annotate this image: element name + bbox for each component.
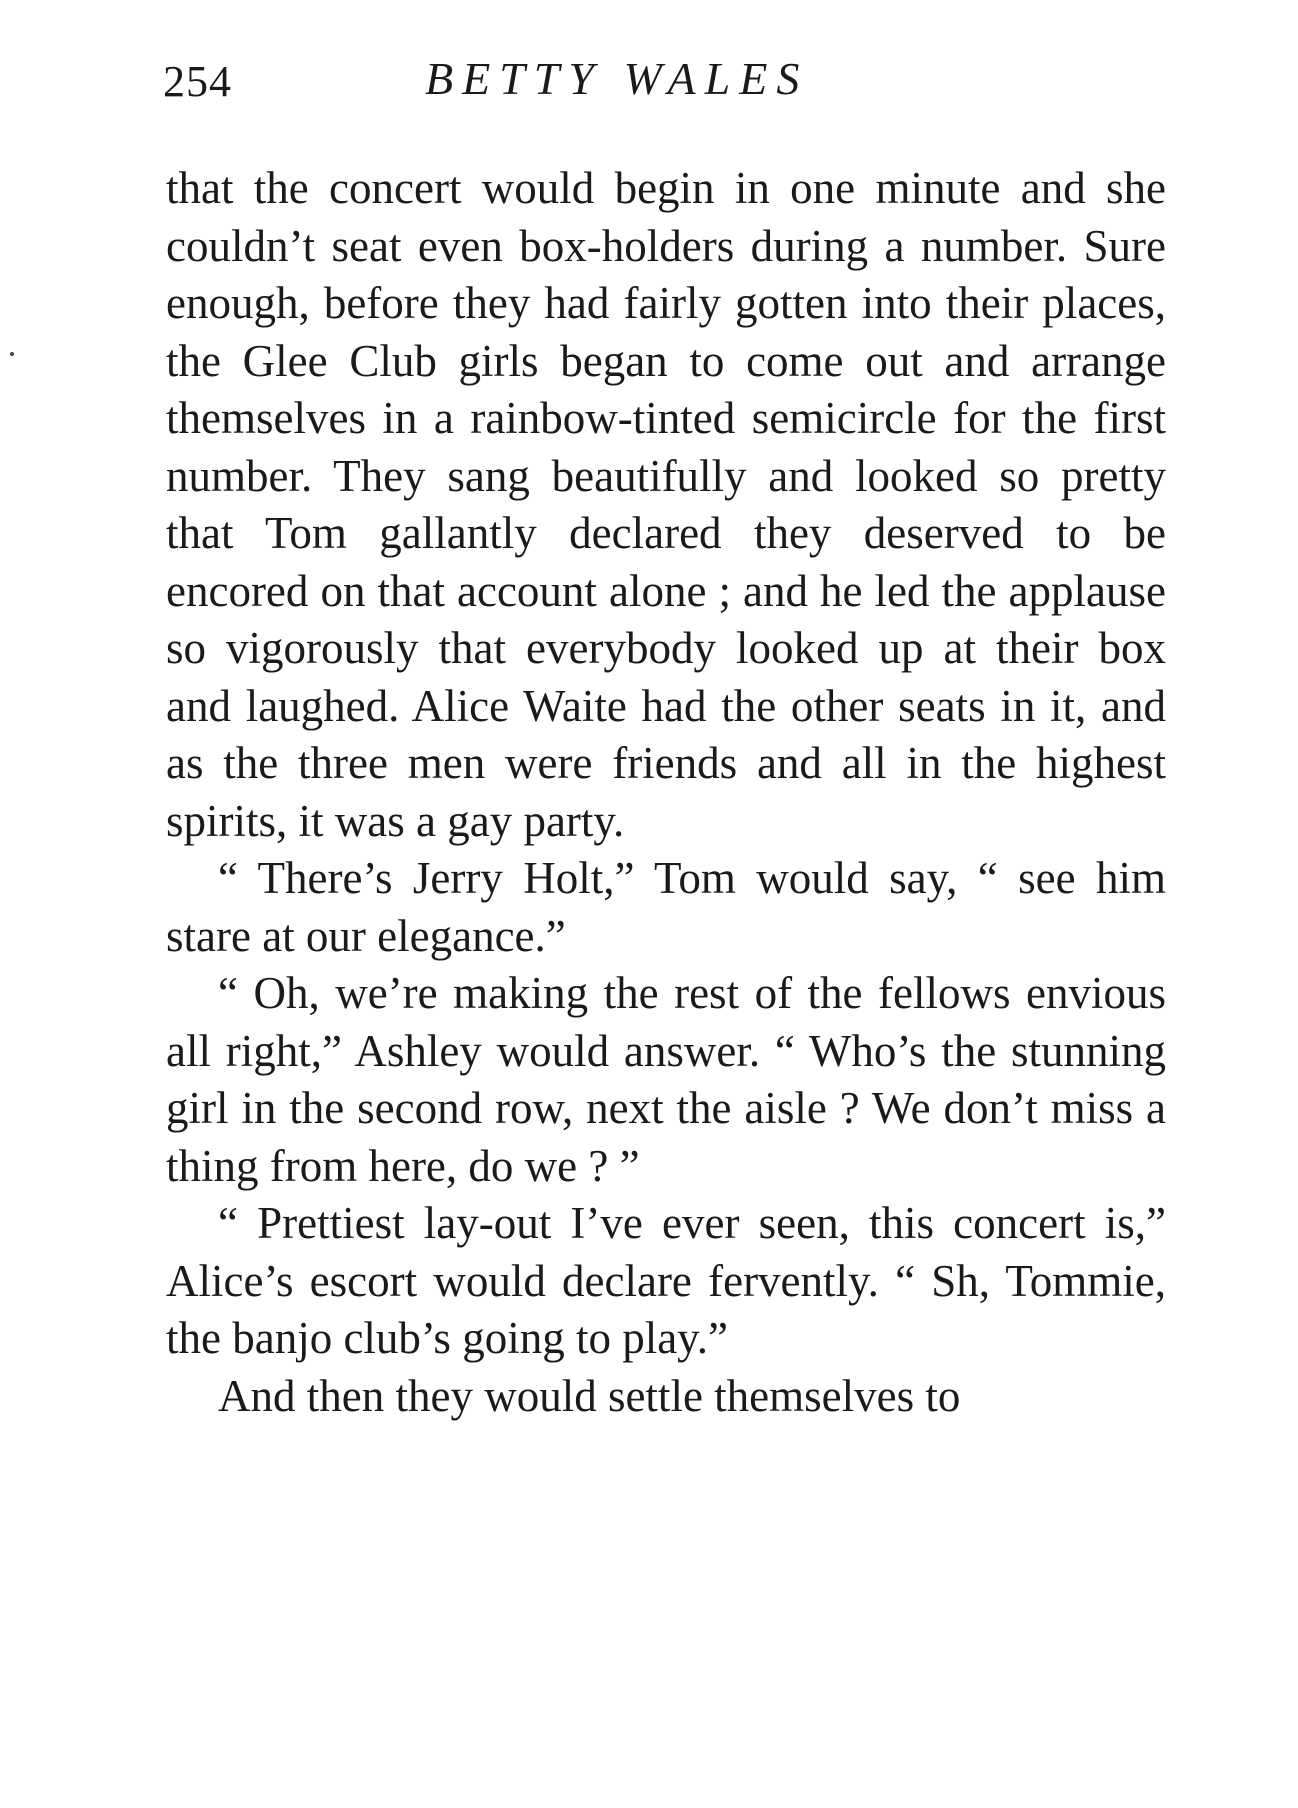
margin-speck bbox=[10, 352, 14, 356]
paragraph-ashley: “ Oh, we’re making the rest of the fellows envious all right,” Ashley would answer. “ Who’s the stunning girl in the second row, next the aisle ? We don’t miss a thing from here, do we ? ” bbox=[166, 968, 1166, 1191]
body-text bbox=[166, 160, 1166, 1425]
page-number: 254 bbox=[163, 57, 232, 106]
paragraph-closing: And then they would settle themselves to bbox=[218, 1370, 961, 1421]
paragraph-alice-escort: “ Prettiest lay-out I’ve ever seen, this concert is,” Alice’s escort would declare fervently. “ Sh, Tommie, the banjo club’s going to play.” bbox=[166, 1198, 1166, 1363]
running-title: BETTY WALES bbox=[425, 53, 809, 104]
paragraph-jerry-holt: “ There’s Jerry Holt,” Tom would say, “ see him stare at our elegance.” bbox=[166, 853, 1166, 961]
paragraph-continued: that the concert would begin in one minute and she couldn’t seat even box-holders during a number. Sure enough, before they had fairly gotten into their places, the Glee Club girls began to come out and arrange themselves in a rainbow-tinted semicircle for the first number. They sang beautifully and looked so pretty that Tom gallantly declared they deserved to be encored on that account alone ; and he led the applause so vigorously that everybody looked up at their box and laughed. Alice Waite had the other seats in it, and as the three men were friends and all in the highest spirits, it was a gay party. bbox=[166, 163, 1166, 846]
page-header bbox=[163, 52, 1173, 122]
